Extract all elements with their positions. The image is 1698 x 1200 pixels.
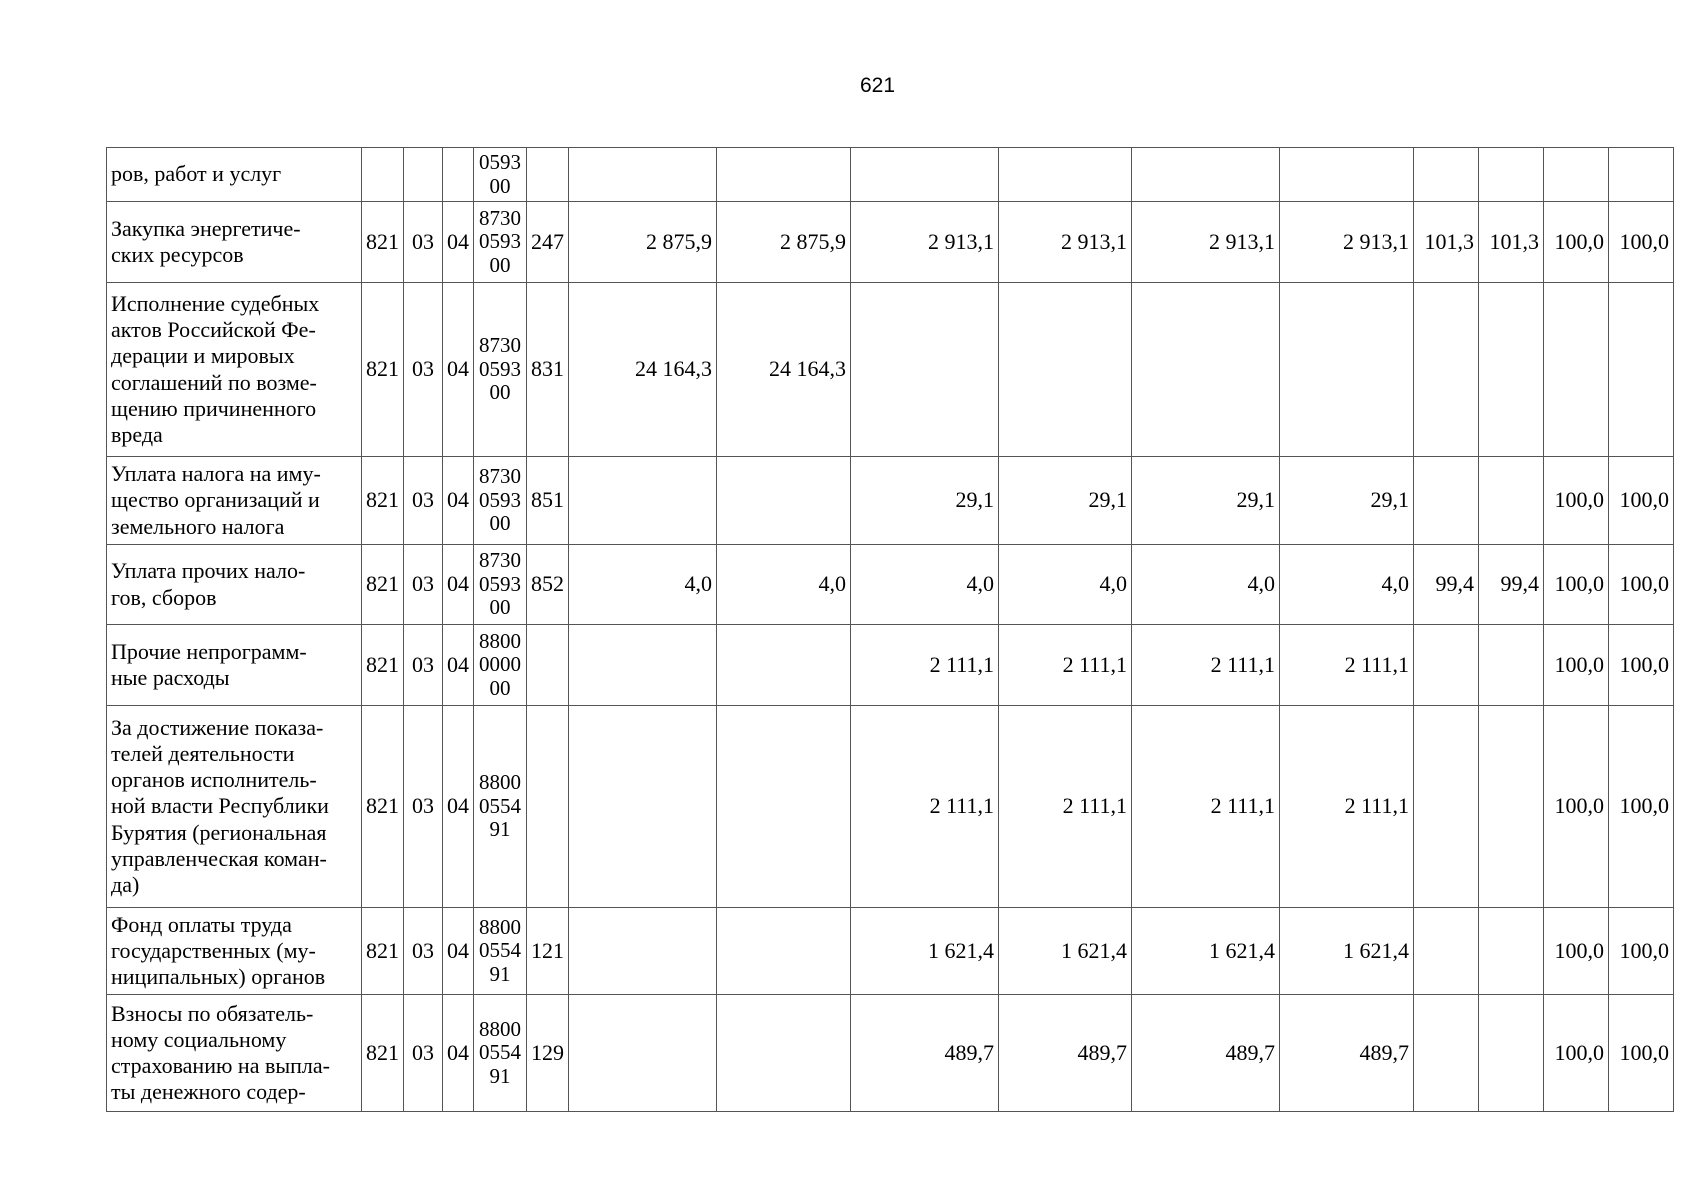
csr-code-part: 8800: [479, 914, 521, 939]
row-name-line: За достижение показа-: [111, 714, 324, 740]
row-name-line: соглашений по возме-: [111, 369, 317, 395]
cell-percent-p2: [1479, 908, 1544, 995]
csr-code-part: 8800: [479, 770, 521, 795]
cell-gr-code: 821: [362, 625, 404, 706]
cell-amount-v2: [717, 148, 851, 202]
row-name-line: Исполнение судебных: [111, 290, 320, 316]
row-name-line: телей деятельности: [111, 741, 295, 767]
cell-amount-v2: 4,0: [717, 545, 851, 625]
csr-code-part: 00: [489, 595, 511, 620]
csr-code-part: 8800: [479, 1016, 521, 1041]
row-name: [107, 995, 362, 1112]
row-name: [107, 202, 362, 283]
table-row: [107, 148, 1674, 202]
cell-gr-code: 821: [362, 995, 404, 1112]
row-name-line: Закупка энергетиче-: [111, 215, 301, 241]
cell-amount-v5: 489,7: [1132, 995, 1280, 1112]
cell-percent-p1: [1414, 995, 1479, 1112]
row-name-line: Бурятия (региональная: [111, 819, 327, 845]
cell-percent-p2: 99,4: [1479, 545, 1544, 625]
cell-vr-code: 247: [527, 202, 569, 283]
cell-amount-v4: 489,7: [999, 995, 1132, 1112]
cell-csr-code: [474, 995, 527, 1112]
cell-pr-code: 04: [443, 908, 474, 995]
row-name-line: ной власти Республики: [111, 793, 329, 819]
cell-percent-p4: 100,0: [1609, 995, 1674, 1112]
cell-percent-p3: 100,0: [1544, 706, 1609, 908]
cell-percent-p1: [1414, 283, 1479, 457]
cell-gr-code: 821: [362, 202, 404, 283]
cell-rz-code: 03: [404, 706, 443, 908]
csr-code-part: 0554: [479, 938, 521, 963]
table-row: [107, 908, 1674, 995]
row-name-line: Прочие непрограмм-: [111, 638, 307, 664]
cell-percent-p1: [1414, 148, 1479, 202]
csr-code-part: 0554: [479, 793, 521, 818]
cell-amount-v1: [569, 908, 717, 995]
row-name-line: актов Российской Фе-: [111, 317, 316, 343]
cell-amount-v4: 2 111,1: [999, 625, 1132, 706]
cell-percent-p3: [1544, 283, 1609, 457]
csr-code-part: 0593: [479, 149, 521, 174]
cell-percent-p1: [1414, 706, 1479, 908]
cell-amount-v4: 2 913,1: [999, 202, 1132, 283]
budget-table-body: [107, 148, 1674, 1112]
cell-amount-v6: 4,0: [1280, 545, 1414, 625]
cell-percent-p2: [1479, 625, 1544, 706]
cell-amount-v1: [569, 457, 717, 545]
cell-pr-code: 04: [443, 545, 474, 625]
row-name-line: Взносы по обязатель-: [111, 1000, 314, 1026]
cell-amount-v2: [717, 706, 851, 908]
row-name-line: Фонд оплаты труда: [111, 911, 292, 937]
row-name: [107, 148, 362, 202]
cell-amount-v2: [717, 457, 851, 545]
cell-csr-code: [474, 202, 527, 283]
cell-rz-code: 03: [404, 457, 443, 545]
cell-amount-v3: 2 111,1: [851, 706, 999, 908]
cell-amount-v6: 1 621,4: [1280, 908, 1414, 995]
cell-gr-code: 821: [362, 457, 404, 545]
cell-amount-v5: [1132, 148, 1280, 202]
row-name-line: ров, работ и услуг: [111, 161, 282, 187]
cell-rz-code: 03: [404, 995, 443, 1112]
cell-amount-v6: 2 913,1: [1280, 202, 1414, 283]
row-name-line: управленческая коман-: [111, 845, 327, 871]
table-row: [107, 457, 1674, 545]
cell-amount-v4: 29,1: [999, 457, 1132, 545]
row-name-line: ниципальных) органов: [111, 964, 326, 990]
row-name-line: гов, сборов: [111, 584, 217, 610]
cell-gr-code: 821: [362, 706, 404, 908]
cell-amount-v6: [1280, 283, 1414, 457]
cell-vr-code: [527, 625, 569, 706]
row-name-line: ные расходы: [111, 665, 230, 690]
row-name: [107, 545, 362, 625]
csr-code-part: 91: [489, 817, 511, 842]
cell-percent-p1: 99,4: [1414, 545, 1479, 625]
cell-amount-v1: [569, 706, 717, 908]
row-name-line: ты денежного содер-: [111, 1079, 306, 1105]
cell-amount-v2: 2 875,9: [717, 202, 851, 283]
cell-amount-v3: 2 913,1: [851, 202, 999, 283]
cell-percent-p4: 100,0: [1609, 908, 1674, 995]
cell-percent-p4: [1609, 148, 1674, 202]
cell-percent-p3: 100,0: [1544, 457, 1609, 545]
cell-rz-code: [404, 148, 443, 202]
cell-vr-code: 121: [527, 908, 569, 995]
cell-amount-v3: [851, 283, 999, 457]
cell-percent-p2: [1479, 283, 1544, 457]
cell-csr-code: [474, 545, 527, 625]
cell-csr-code: [474, 706, 527, 908]
table-row: [107, 706, 1674, 908]
cell-percent-p1: 101,3: [1414, 202, 1479, 283]
csr-code-part: 91: [489, 961, 511, 986]
cell-pr-code: 04: [443, 706, 474, 908]
row-name-line: дерации и мировых: [111, 343, 295, 369]
cell-percent-p2: 101,3: [1479, 202, 1544, 283]
cell-rz-code: 03: [404, 202, 443, 283]
row-name-line: ному социальному: [111, 1026, 287, 1052]
cell-amount-v4: [999, 283, 1132, 457]
csr-code-part: 00: [489, 173, 511, 198]
cell-amount-v5: 29,1: [1132, 457, 1280, 545]
cell-gr-code: 821: [362, 908, 404, 995]
cell-percent-p3: 100,0: [1544, 202, 1609, 283]
cell-csr-code: [474, 283, 527, 457]
cell-rz-code: 03: [404, 908, 443, 995]
csr-code-part: 0593: [479, 356, 521, 381]
cell-vr-code: [527, 706, 569, 908]
page-number: 621: [859, 74, 896, 97]
cell-vr-code: 831: [527, 283, 569, 457]
table-row: [107, 283, 1674, 457]
cell-percent-p2: [1479, 706, 1544, 908]
csr-code-part: 8730: [479, 548, 521, 573]
csr-code-part: 00: [489, 380, 511, 405]
cell-amount-v1: [569, 625, 717, 706]
cell-amount-v2: [717, 995, 851, 1112]
cell-csr-code: [474, 148, 527, 202]
cell-percent-p4: 100,0: [1609, 706, 1674, 908]
cell-amount-v1: 4,0: [569, 545, 717, 625]
csr-code-part: 0593: [479, 229, 521, 254]
row-name: [107, 908, 362, 995]
cell-percent-p3: 100,0: [1544, 545, 1609, 625]
table-row: [107, 625, 1674, 706]
cell-percent-p4: 100,0: [1609, 625, 1674, 706]
cell-amount-v5: [1132, 283, 1280, 457]
cell-amount-v4: 4,0: [999, 545, 1132, 625]
csr-code-part: 0000: [479, 652, 521, 677]
cell-amount-v3: [851, 148, 999, 202]
cell-csr-code: [474, 625, 527, 706]
row-name-line: щество организаций и: [111, 487, 320, 513]
row-name-line: земельного налога: [111, 513, 285, 539]
cell-percent-p4: [1609, 283, 1674, 457]
row-name-line: щению причиненного: [111, 395, 317, 421]
cell-amount-v3: 4,0: [851, 545, 999, 625]
cell-amount-v3: 29,1: [851, 457, 999, 545]
row-name-line: Уплата прочих нало-: [111, 558, 306, 584]
cell-percent-p4: 100,0: [1609, 545, 1674, 625]
cell-percent-p3: 100,0: [1544, 908, 1609, 995]
cell-rz-code: 03: [404, 625, 443, 706]
csr-code-part: 0554: [479, 1040, 521, 1065]
row-name: [107, 625, 362, 706]
cell-vr-code: 851: [527, 457, 569, 545]
csr-code-part: 00: [489, 252, 511, 277]
cell-csr-code: [474, 908, 527, 995]
cell-percent-p3: 100,0: [1544, 995, 1609, 1112]
cell-percent-p2: [1479, 457, 1544, 545]
cell-amount-v6: 2 111,1: [1280, 625, 1414, 706]
cell-amount-v1: 24 164,3: [569, 283, 717, 457]
cell-amount-v5: 2 111,1: [1132, 625, 1280, 706]
csr-code-part: 8730: [479, 333, 521, 358]
cell-amount-v1: [569, 148, 717, 202]
csr-code-part: 8800: [479, 628, 521, 653]
cell-percent-p1: [1414, 908, 1479, 995]
cell-amount-v4: 1 621,4: [999, 908, 1132, 995]
table-row: [107, 202, 1674, 283]
cell-rz-code: 03: [404, 545, 443, 625]
cell-gr-code: 821: [362, 283, 404, 457]
cell-rz-code: 03: [404, 283, 443, 457]
table-row: [107, 545, 1674, 625]
cell-pr-code: 04: [443, 283, 474, 457]
row-name: [107, 457, 362, 545]
cell-amount-v5: 2 913,1: [1132, 202, 1280, 283]
cell-amount-v5: 1 621,4: [1132, 908, 1280, 995]
cell-amount-v2: [717, 908, 851, 995]
cell-percent-p4: 100,0: [1609, 202, 1674, 283]
cell-percent-p3: [1544, 148, 1609, 202]
cell-pr-code: 04: [443, 202, 474, 283]
cell-amount-v6: 2 111,1: [1280, 706, 1414, 908]
cell-percent-p4: 100,0: [1609, 457, 1674, 545]
cell-pr-code: [443, 148, 474, 202]
csr-code-part: 91: [489, 1063, 511, 1088]
row-name-line: да): [111, 871, 140, 897]
cell-amount-v4: [999, 148, 1132, 202]
cell-percent-p2: [1479, 148, 1544, 202]
cell-percent-p2: [1479, 995, 1544, 1112]
csr-code-part: 8730: [479, 205, 521, 230]
csr-code-part: 00: [489, 675, 511, 700]
cell-amount-v5: 2 111,1: [1132, 706, 1280, 908]
cell-amount-v5: 4,0: [1132, 545, 1280, 625]
cell-percent-p3: 100,0: [1544, 625, 1609, 706]
row-name-line: ских ресурсов: [111, 242, 244, 267]
row-name-line: страхованию на выпла-: [111, 1053, 330, 1078]
csr-code-part: 8730: [479, 464, 521, 489]
cell-percent-p1: [1414, 457, 1479, 545]
cell-amount-v2: [717, 625, 851, 706]
row-name-line: органов исполнитель-: [111, 767, 317, 793]
cell-amount-v4: 2 111,1: [999, 706, 1132, 908]
cell-csr-code: [474, 457, 527, 545]
cell-vr-code: [527, 148, 569, 202]
budget-table: [106, 147, 1674, 1112]
cell-percent-p1: [1414, 625, 1479, 706]
row-name-line: Уплата налога на иму-: [111, 461, 321, 487]
cell-amount-v3: 489,7: [851, 995, 999, 1112]
cell-pr-code: 04: [443, 457, 474, 545]
table-row: [107, 995, 1674, 1112]
cell-vr-code: 852: [527, 545, 569, 625]
cell-amount-v1: 2 875,9: [569, 202, 717, 283]
csr-code-part: 0593: [479, 571, 521, 596]
cell-pr-code: 04: [443, 625, 474, 706]
cell-gr-code: 821: [362, 545, 404, 625]
cell-pr-code: 04: [443, 995, 474, 1112]
cell-vr-code: 129: [527, 995, 569, 1112]
cell-amount-v1: [569, 995, 717, 1112]
row-name: [107, 283, 362, 457]
cell-amount-v6: [1280, 148, 1414, 202]
row-name-line: государственных (му-: [111, 937, 316, 963]
cell-amount-v3: 1 621,4: [851, 908, 999, 995]
row-name-line: вреда: [111, 421, 163, 447]
cell-amount-v3: 2 111,1: [851, 625, 999, 706]
row-name: [107, 706, 362, 908]
cell-gr-code: [362, 148, 404, 202]
cell-amount-v2: 24 164,3: [717, 283, 851, 457]
cell-amount-v6: 29,1: [1280, 457, 1414, 545]
cell-amount-v6: 489,7: [1280, 995, 1414, 1112]
csr-code-part: 0593: [479, 487, 521, 512]
csr-code-part: 00: [489, 511, 511, 536]
